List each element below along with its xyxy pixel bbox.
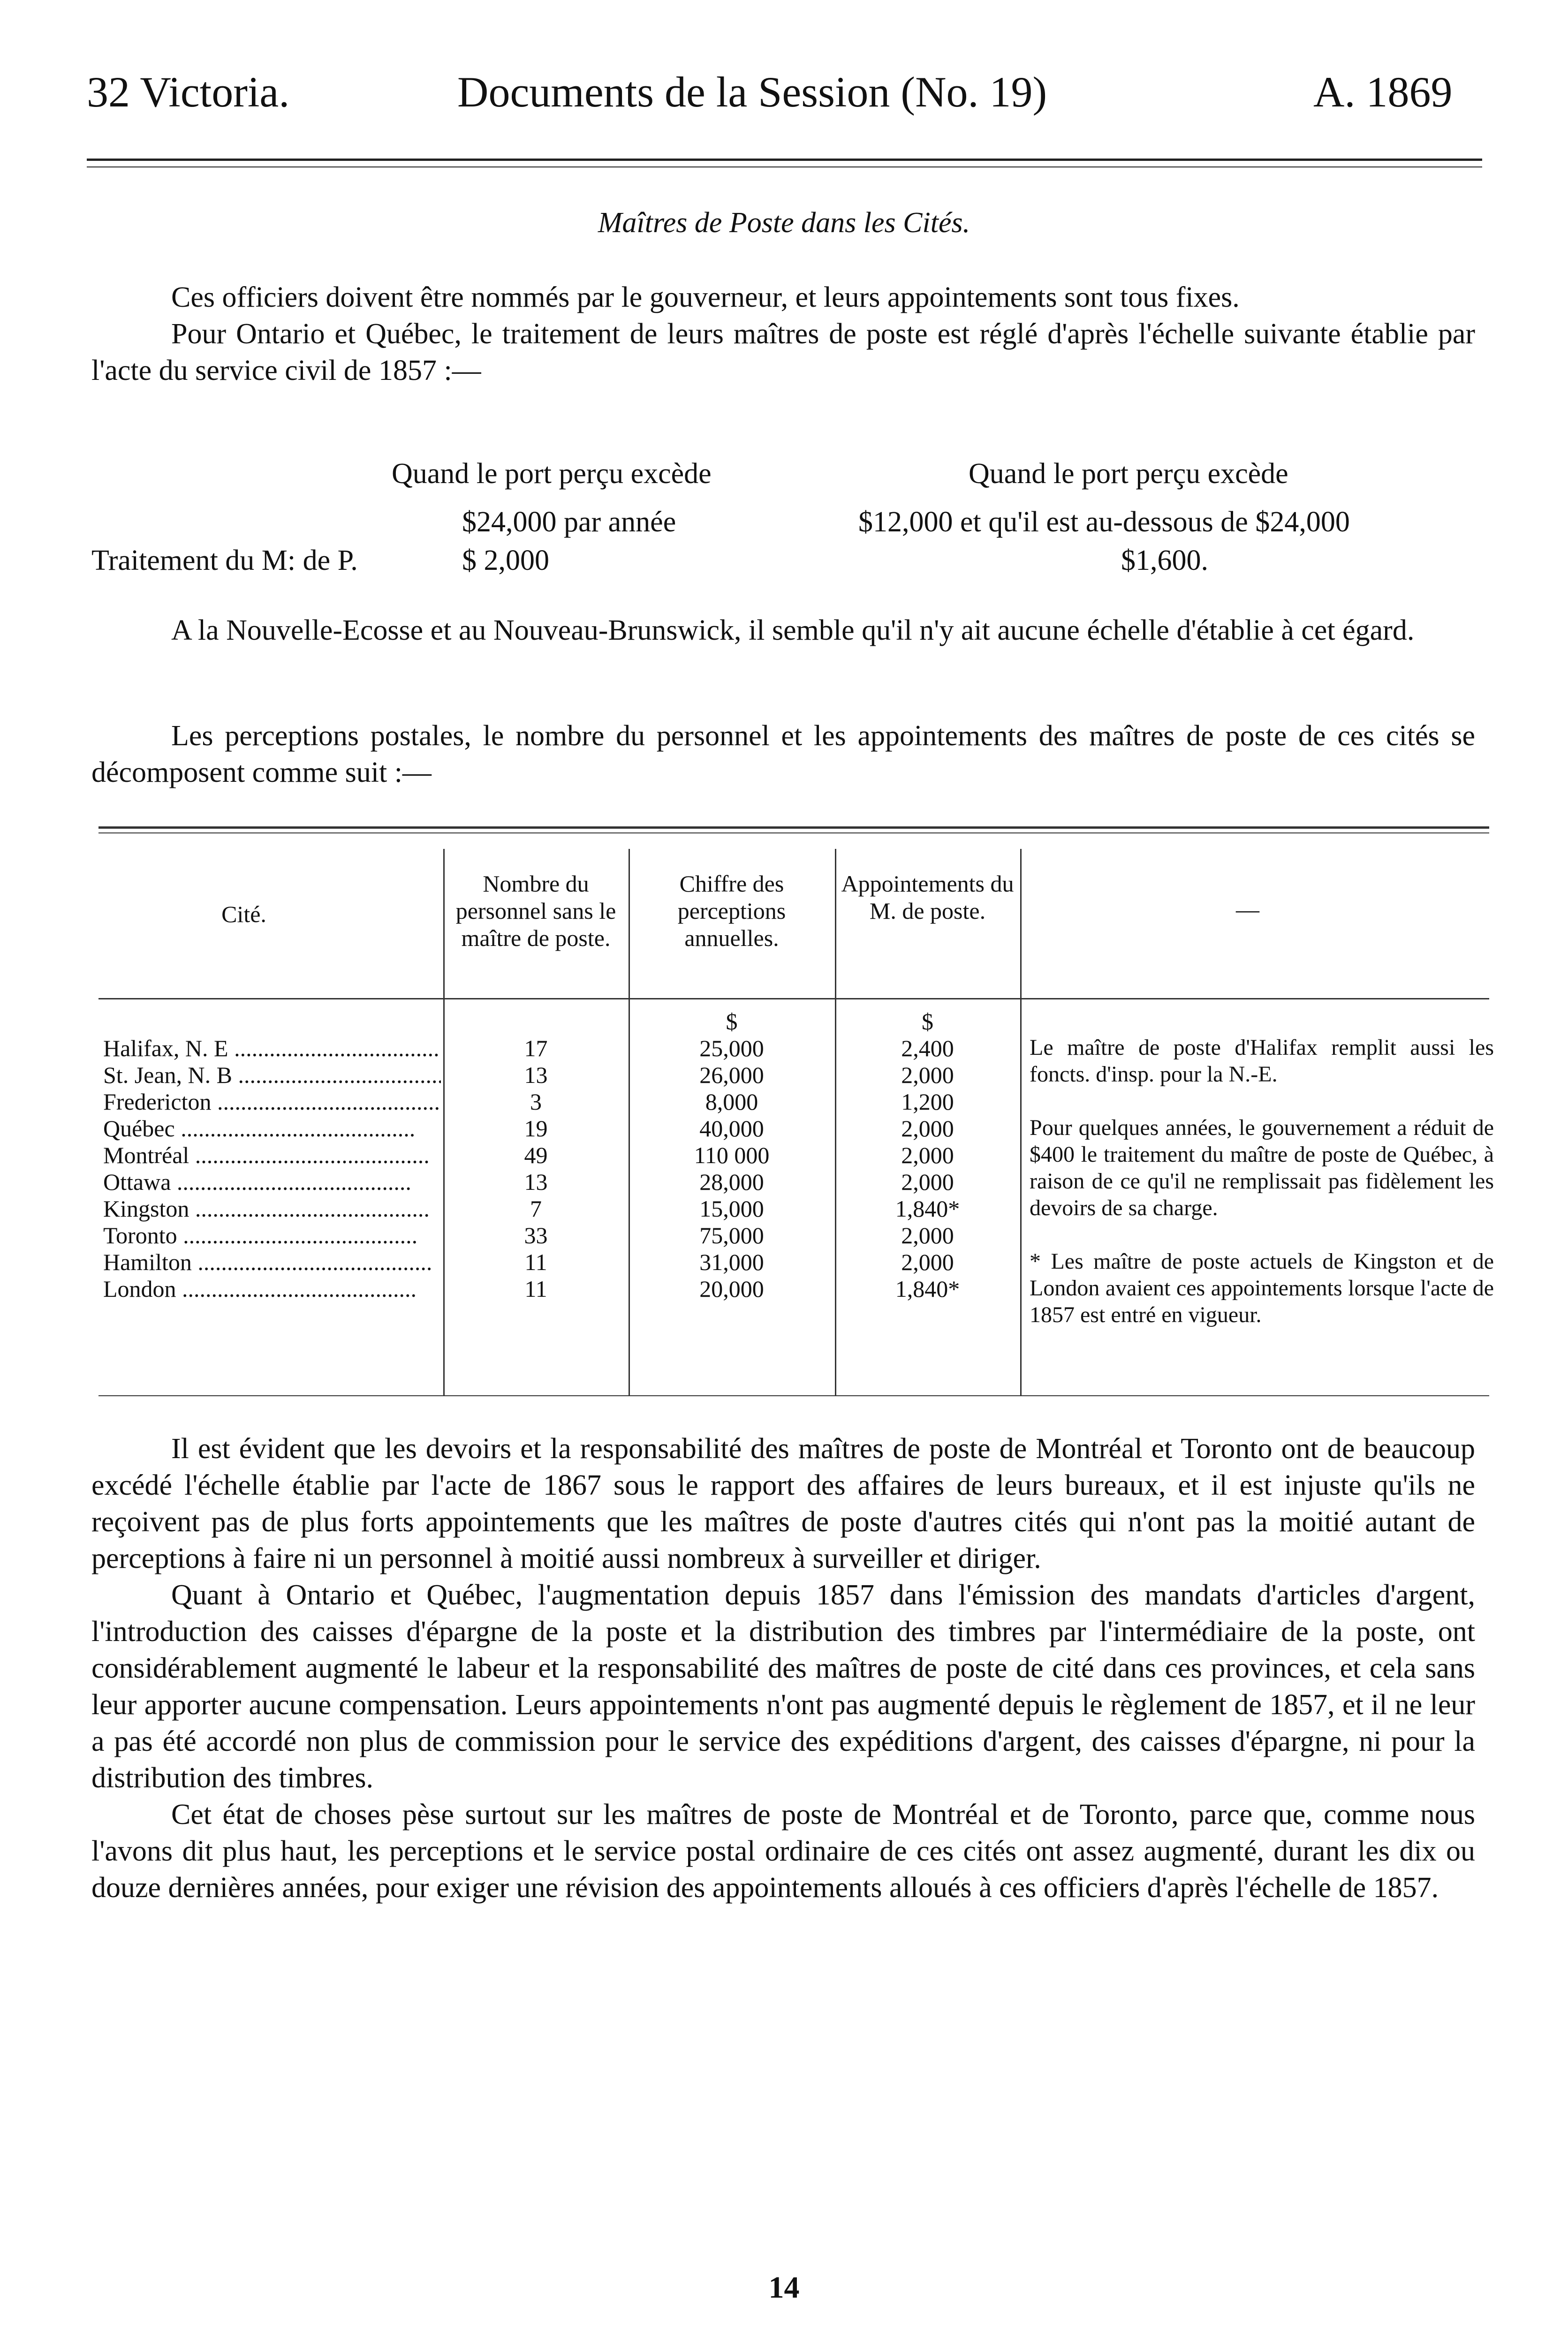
page-number: 14 bbox=[768, 2270, 800, 2305]
row-revenue: 15,000 bbox=[699, 1195, 764, 1222]
note-quebec: Pour quelques années, le gouvernement a réduit de $400 le traitement du maître de poste de Québec, à raison de ce qu'il ne remplissait pas fidèlement les devoirs de sa charge. bbox=[1030, 1115, 1494, 1220]
intro-text bbox=[91, 279, 1475, 389]
intro-paragraph-1: Ces officiers doivent être nommés par le gouverneur, et leurs appointements sont tous fixes. bbox=[171, 281, 1240, 313]
table-row bbox=[0, 1222, 1023, 1249]
row-salary: 2,000 bbox=[901, 1222, 954, 1248]
th-staff: Nombre du personnel sans le maître de poste. bbox=[455, 870, 616, 951]
row-staff: 11 bbox=[524, 1276, 547, 1302]
header-left: 32 Victoria. bbox=[87, 68, 290, 116]
table-row bbox=[0, 1169, 1023, 1195]
row-staff: 11 bbox=[524, 1249, 547, 1275]
header-right: A. 1869 bbox=[1313, 68, 1453, 116]
table-top-rule bbox=[98, 826, 1489, 829]
th-salary: Appointements du M. de poste. bbox=[841, 870, 1014, 924]
note-halifax: Le maître de poste d'Halifax remplit aussi les foncts. d'insp. pour la N.-E. bbox=[1030, 1035, 1494, 1087]
th-city: Cité. bbox=[221, 901, 266, 927]
row-revenue: 25,000 bbox=[699, 1035, 764, 1061]
table-row bbox=[0, 1142, 1023, 1169]
scale-salary-1: $ 2,000 bbox=[462, 545, 549, 576]
th-revenue: Chiffre des perceptions annuelles. bbox=[677, 870, 786, 951]
header-rule-thick bbox=[87, 159, 1482, 161]
row-city: Québec bbox=[103, 1115, 175, 1142]
unit-revenue: $ bbox=[726, 1008, 738, 1035]
row-salary: 2,000 bbox=[901, 1249, 954, 1275]
row-city: Hamilton bbox=[103, 1249, 192, 1275]
nova-scotia-text bbox=[91, 612, 1475, 649]
scale-salary-2: $1,600. bbox=[1121, 545, 1208, 576]
row-salary: 2,000 bbox=[901, 1115, 954, 1142]
row-revenue: 110 000 bbox=[694, 1142, 770, 1168]
row-revenue: 40,000 bbox=[699, 1115, 764, 1142]
row-salary: 2,000 bbox=[901, 1062, 954, 1088]
scale-col2-line1: Quand le port perçu excède bbox=[969, 458, 1288, 490]
table-notes bbox=[1030, 1034, 1494, 1328]
row-city: London bbox=[103, 1276, 176, 1302]
row-city: Montréal bbox=[103, 1142, 189, 1168]
table-header-rule bbox=[98, 998, 1489, 999]
row-salary: 2,400 bbox=[901, 1035, 954, 1061]
row-city: Halifax, N. E bbox=[103, 1035, 228, 1061]
table-row bbox=[0, 1249, 1023, 1276]
row-city: St. Jean, N. B bbox=[103, 1062, 232, 1088]
row-staff: 13 bbox=[524, 1169, 548, 1195]
header-center: Documents de la Session (No. 19) bbox=[457, 68, 1047, 116]
row-staff: 3 bbox=[530, 1089, 542, 1115]
row-staff: 49 bbox=[524, 1142, 548, 1168]
row-salary: 1,840* bbox=[895, 1195, 960, 1222]
perceptions-paragraph: Les perceptions postales, le nombre du personnel et les appointements des maîtres de poste de ces cités se décomposent comme suit :— bbox=[91, 720, 1475, 788]
row-staff: 19 bbox=[524, 1115, 548, 1142]
row-city: Fredericton bbox=[103, 1089, 212, 1115]
table-row bbox=[0, 1115, 1023, 1142]
perceptions-text bbox=[91, 718, 1475, 791]
closing-paragraph-2: Quant à Ontario et Québec, l'augmentation depuis 1857 dans l'émission des mandats d'articles d'argent, l'introduction des caisses d'épargne de la poste et la distribution des timbres par l'intermédiaire de la poste, ont considérablement augmenté le labeur et la responsabilité des maîtres de poste de cité dans ces provinces, et cela sans leur apporter aucune compensation. Leurs appointements n'ont pas augmenté depuis le règlement de 1857, et il ne leur a pas été accordé non plus de commission pour le service des expéditions d'argent, des caisses d'épargne, ni pour la distribution des timbres. bbox=[91, 1579, 1475, 1794]
table-row bbox=[0, 1035, 1023, 1062]
section-title: Maîtres de Poste dans les Cités. bbox=[598, 207, 970, 239]
row-revenue: 75,000 bbox=[699, 1222, 764, 1248]
th-remarks: — bbox=[1236, 896, 1259, 923]
row-revenue: 8,000 bbox=[705, 1089, 758, 1115]
closing-paragraph-1: Il est évident que les devoirs et la responsabilité des maîtres de poste de Montréal et Toronto ont de beaucoup excédé l'échelle établie par l'acte de 1867 sous le rapport des affaires de leurs bureaux, et il est injuste qu'ils ne reçoivent pas de plus forts appointements que les maîtres de poste d'autres cités qui n'ont pas la moitié autant de perceptions à faire ni un personnel à moitié aussi nombreux à surveiller et diriger. bbox=[91, 1433, 1475, 1574]
table-top-rule-thin bbox=[98, 832, 1489, 833]
table-row bbox=[0, 1195, 1023, 1222]
row-revenue: 20,000 bbox=[699, 1276, 764, 1302]
unit-salary: $ bbox=[922, 1008, 933, 1035]
table-row bbox=[0, 1276, 1023, 1302]
row-revenue: 31,000 bbox=[699, 1249, 764, 1275]
intro-paragraph-2: Pour Ontario et Québec, le traitement de leurs maîtres de poste est réglé d'après l'échelle suivante établie par l'acte du service civil de 1857 :— bbox=[91, 318, 1475, 386]
table-row bbox=[0, 1089, 1023, 1115]
scale-col1-line1: Quand le port perçu excède bbox=[392, 458, 712, 490]
row-salary: 2,000 bbox=[901, 1169, 954, 1195]
scale-row-label: Traitement du M: de P. bbox=[91, 545, 358, 576]
nova-scotia-paragraph: A la Nouvelle-Ecosse et au Nouveau-Brunswick, il semble qu'il n'y ait aucune échelle d'établie à cet égard. bbox=[171, 614, 1415, 646]
scale-col2-line2: $12,000 et qu'il est au-dessous de $24,000 bbox=[858, 506, 1350, 538]
row-staff: 33 bbox=[524, 1222, 548, 1248]
row-staff: 7 bbox=[530, 1195, 542, 1222]
row-revenue: 28,000 bbox=[699, 1169, 764, 1195]
row-city: Ottawa bbox=[103, 1169, 171, 1195]
row-city: Kingston bbox=[103, 1195, 189, 1222]
header-rule-thin bbox=[87, 166, 1482, 167]
row-salary: 1,840* bbox=[895, 1276, 960, 1302]
row-city: Toronto bbox=[103, 1222, 177, 1248]
row-staff: 17 bbox=[524, 1035, 548, 1061]
closing-text bbox=[91, 1430, 1475, 1906]
closing-paragraph-3: Cet état de choses pèse surtout sur les maîtres de poste de Montréal et de Toronto, parce que, comme nous l'avons dit plus haut, les perceptions et le service postal ordinaire de ces cités ont assez augmenté, durant les dix ou douze dernières années, pour exiger une révision des appointements alloués à ces officiers d'après l'échelle de 1857. bbox=[91, 1799, 1475, 1904]
table-bottom-rule bbox=[98, 1395, 1489, 1396]
row-salary: 1,200 bbox=[901, 1089, 954, 1115]
row-salary: 2,000 bbox=[901, 1142, 954, 1168]
table-row bbox=[0, 1062, 1023, 1089]
note-kingston-london: * Les maître de poste actuels de Kingston et de London avaient ces appointements lorsque l'acte de 1857 est entré en vigueur. bbox=[1030, 1249, 1494, 1327]
row-staff: 13 bbox=[524, 1062, 548, 1088]
row-revenue: 26,000 bbox=[699, 1062, 764, 1088]
scale-col1-line2: $24,000 par année bbox=[462, 506, 676, 538]
